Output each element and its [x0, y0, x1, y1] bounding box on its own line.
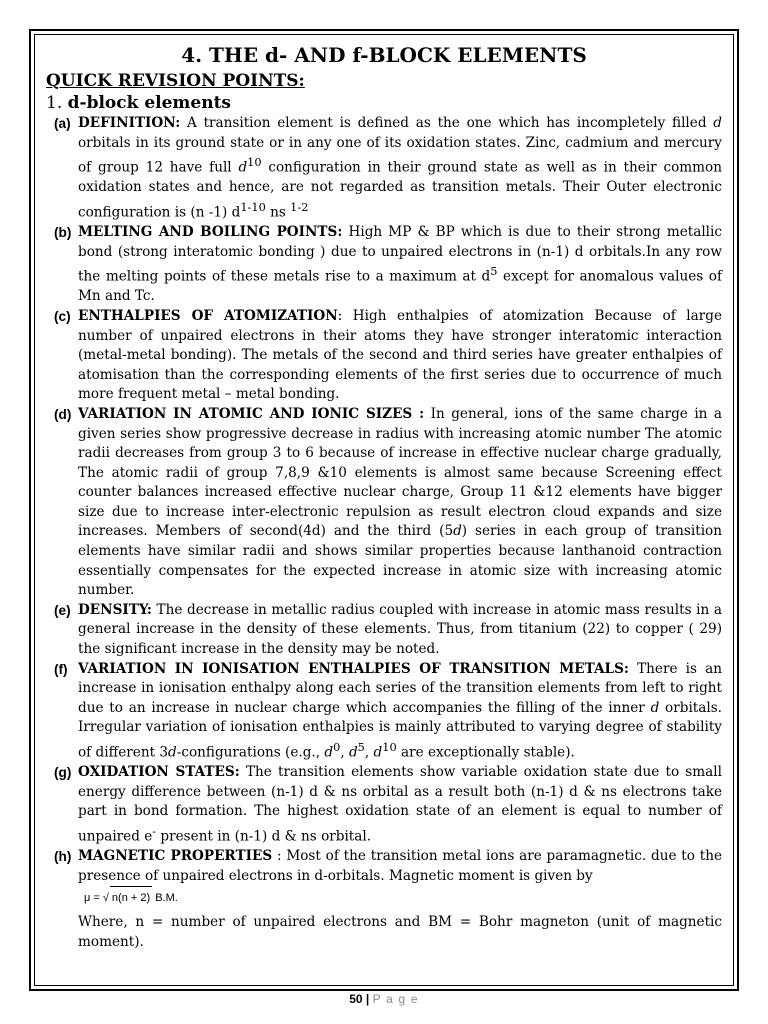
item-ionisation-enthalpies: (f) VARIATION IN IONISATION ENTHALPIES OF TRANSITION METALS: There is an increase in ionisation enthalpy along each series of the transition elements from left to right due to an increase in nuclear charge which accompanies the filling of the inner d orbitals. Irregular variation of ionisation enthalpies is mainly attributed to varying degree of stability of different 3d-configurations (e.g., $d^0$, $d^5$, $d^{10}$ are exceptionally stable).	[54, 660, 723, 761]
item-label: (e)	[54, 602, 71, 618]
page-word: P a g e	[372, 992, 419, 1006]
section-number: 1.	[46, 93, 63, 113]
item-heading: MAGNETIC PROPERTIES	[78, 848, 273, 865]
item-heading: OXIDATION STATES:	[78, 764, 240, 781]
item-melting-boiling-points: (b) MELTING AND BOILING POINTS: High MP & BP which is due to their strong metallic bond (strong interatomic bonding ) due to unpaired electrons in (n-1) d orbitals.In any row the melting points of these metals rise to a maximum at $d^5$ except for anomalous values of Mn and Tc.	[54, 224, 723, 305]
item-density: (e) DENSITY: The decrease in metallic radius coupled with increase in atomic mass results in a general increase in the density of these elements. Thus, from titanium (22) to copper ( 29) the significant increase in the density may be noted.	[54, 601, 722, 658]
item-heading: DENSITY:	[78, 601, 152, 618]
footer-separator: |	[362, 992, 373, 1006]
quick-revision-heading: QUICK REVISION POINTS:	[46, 71, 305, 91]
item-definition: (a) DEFINITION: A transition element is defined as the one which has incompletely filled d orbitals in its ground state or in any one of its oxidation states. Zinc, cadmium and mercury of group 12 have full $d^{10}$ configuration in their ground state as well as in their common oxidation states and hence, are not regarded as transition metals. Their Outer electronic configuration is (n -1) $d^{1-10}$ ns $^{1-2}$	[54, 115, 722, 221]
item-enthalpies-of-atomization: (c) ENTHALPIES OF ATOMIZATION: High enthalpies of atomization Because of large number of unpaired electrons in their atoms they have stronger interatomic interaction (metal-metal bonding). The metals of the second and third series have greater enthalpies of atomisation than the corresponding elements of the first series due to occurrence of much more frequent metal – metal bonding.	[54, 307, 722, 403]
item-magnetic-properties: (h) MAGNETIC PROPERTIES : Most of the transition metal ions are paramagnetic. due to the presence of unpaired electrons in d-orbitals. Magnetic moment is given by μ = √ n(n + 2) B.M.	[46, 847, 722, 909]
item-label: (a)	[54, 116, 71, 131]
section-heading	[46, 92, 722, 114]
where-note: Where, n = number of unpaired electrons and BM = Bohr magneton (unit of magnetic moment).	[78, 914, 722, 950]
item-label: (f)	[54, 661, 68, 677]
item-label: (h)	[54, 849, 72, 865]
item-label: (b)	[54, 225, 72, 241]
item-heading: DEFINITION:	[78, 115, 181, 131]
item-label: (d)	[54, 406, 72, 422]
item-oxidation-states: (g) OXIDATION STATES: The transition elements show variable oxidation state due to small energy difference between (n-1) d & ns orbital as a result both (n-1) d & ns electrons take part in bond formation. The highest oxidation state of an element is equal to number of unpaired e- present in (n-1) d & ns orbital.	[54, 764, 722, 845]
chapter-title: 4. THE d- AND f-BLOCK ELEMENTS	[181, 43, 587, 67]
item-heading: MELTING AND BOILING POINTS:	[78, 224, 343, 241]
magnetic-moment-formula: μ = √ n(n + 2) B.M.	[78, 886, 722, 909]
page-footer	[0, 991, 768, 1007]
item-heading: VARIATION IN ATOMIC AND IONIC SIZES :	[78, 405, 425, 422]
item-atomic-ionic-sizes: (d) VARIATION IN ATOMIC AND IONIC SIZES : In general, ions of the same charge in a given series show progressive decrease in radius with increasing atomic number The atomic radii decreases from group 3 to 6 because of increase in effective nuclear charge gradually, The atomic radii of group 7,8,9 &10 elements is almost same because Screening effect counter balances increased effective nuclear charge, Group 11 &12 elements have bigger size due to increase inter-electronic repulsion as result electron cloud expands and size increases. Members of second(4d) and the third (5d) series in each group of transition elements have similar radii and shows similar properties because lanthanoid contraction essentially compensates for the expected increase in atomic size with increasing atomic number.	[54, 405, 723, 599]
section-title: d-block elements	[67, 93, 231, 113]
item-label: (c)	[54, 308, 71, 324]
page-content	[46, 42, 722, 952]
item-label: (g)	[54, 765, 72, 781]
item-heading: VARIATION IN IONISATION ENTHALPIES OF TRANSITION METALS:	[78, 660, 629, 677]
item-heading: ENTHALPIES OF ATOMIZATION	[78, 307, 338, 324]
page-number: 50	[349, 992, 363, 1006]
